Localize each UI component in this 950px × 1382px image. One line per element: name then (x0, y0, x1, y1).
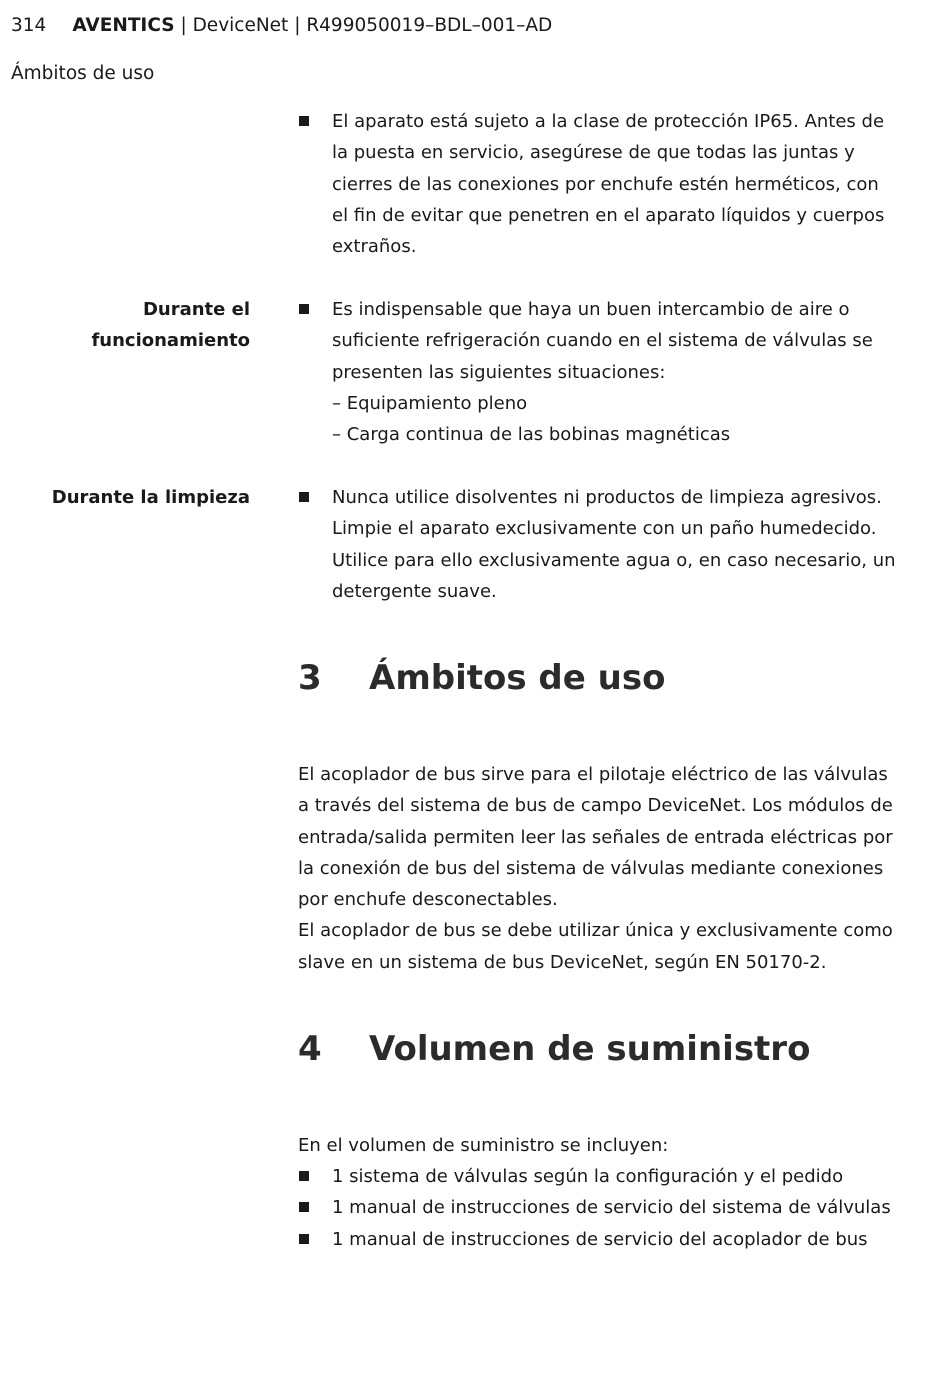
bullet-text: Nunca utilice disolventes ni productos de limpieza agresivos. Limpie el aparato exclusivamente con un paño humedecido. Utilice para ello exclusivamente agua o, en caso necesario, un detergente suave. (332, 487, 896, 602)
square-bullet-icon (298, 482, 310, 513)
list-item-text: 1 manual de instrucciones de servicio del sistema de válvulas (332, 1197, 891, 1219)
cleaning-bullet (298, 482, 898, 607)
ip65-bullet (298, 106, 898, 262)
header-separator-2: | (288, 15, 307, 36)
brand-name: AVENTICS (72, 15, 175, 36)
section-3-heading (298, 656, 665, 700)
page-header (11, 12, 552, 40)
section-number: 4 (298, 1029, 322, 1069)
list-item-text: 1 sistema de válvulas según la configuración y el pedido (332, 1166, 844, 1187)
product-name: DeviceNet (192, 15, 289, 36)
section-title: Ámbitos de uso (369, 658, 666, 698)
bullet-text: El aparato está sujeto a la clase de protección IP65. Antes de la puesta en servicio, asegúrese de que todas las juntas y cierres de las conexiones por enchufe estén herméticos, con el fin de evitar que penetren en el aparato líquidos y cuerpos extraños. (332, 111, 885, 258)
supply-list (298, 1161, 898, 1255)
list-item-text: 1 manual de instrucciones de servicio del acoplador de bus (332, 1228, 868, 1250)
section-title: Volumen de suministro (369, 1029, 811, 1069)
section-4-heading (298, 1027, 810, 1071)
square-bullet-icon (298, 294, 310, 325)
list-item (298, 1192, 898, 1223)
square-bullet-icon (298, 106, 310, 137)
operation-label (91, 294, 250, 357)
section-4-intro: En el volumen de suministro se incluyen: (298, 1135, 669, 1156)
section-3-body (298, 759, 898, 978)
operation-bullet (298, 294, 898, 450)
section-number: 3 (298, 658, 322, 698)
cleaning-label: Durante la limpieza (51, 487, 250, 508)
list-item (298, 1161, 898, 1192)
page-number: 314 (11, 15, 47, 36)
document-code: R499050019–BDL–001–AD (306, 15, 553, 36)
list-item (298, 1224, 898, 1255)
square-bullet-icon (298, 1224, 310, 1255)
paragraph: El acoplador de bus sirve para el pilotaje eléctrico de las válvulas a través del sistema de bus de campo DeviceNet. Los módulos de entrada/salida permiten leer las señales de entrada eléctricas por la conexión de bus del sistema de válvulas mediante conexiones por enchufe desconectables. (298, 764, 893, 911)
dash-item: – Carga continua de las bobinas magnéticas (332, 424, 731, 446)
square-bullet-icon (298, 1192, 310, 1223)
bullet-text: Es indispensable que haya un buen intercambio de aire o suficiente refrigeración cuando en el sistema de válvulas se presenten las siguientes situaciones: (332, 299, 873, 383)
dash-item: – Equipamiento pleno (332, 392, 528, 414)
header-separator: | (174, 15, 193, 36)
operation-label-line2: funcionamiento (91, 330, 250, 352)
square-bullet-icon (298, 1161, 310, 1192)
running-title: Ámbitos de uso (11, 63, 155, 84)
operation-label-line1: Durante el (142, 299, 250, 320)
paragraph: El acoplador de bus se debe utilizar única y exclusivamente como slave en un sistema de bus DeviceNet, según EN 50170-2. (298, 920, 893, 973)
